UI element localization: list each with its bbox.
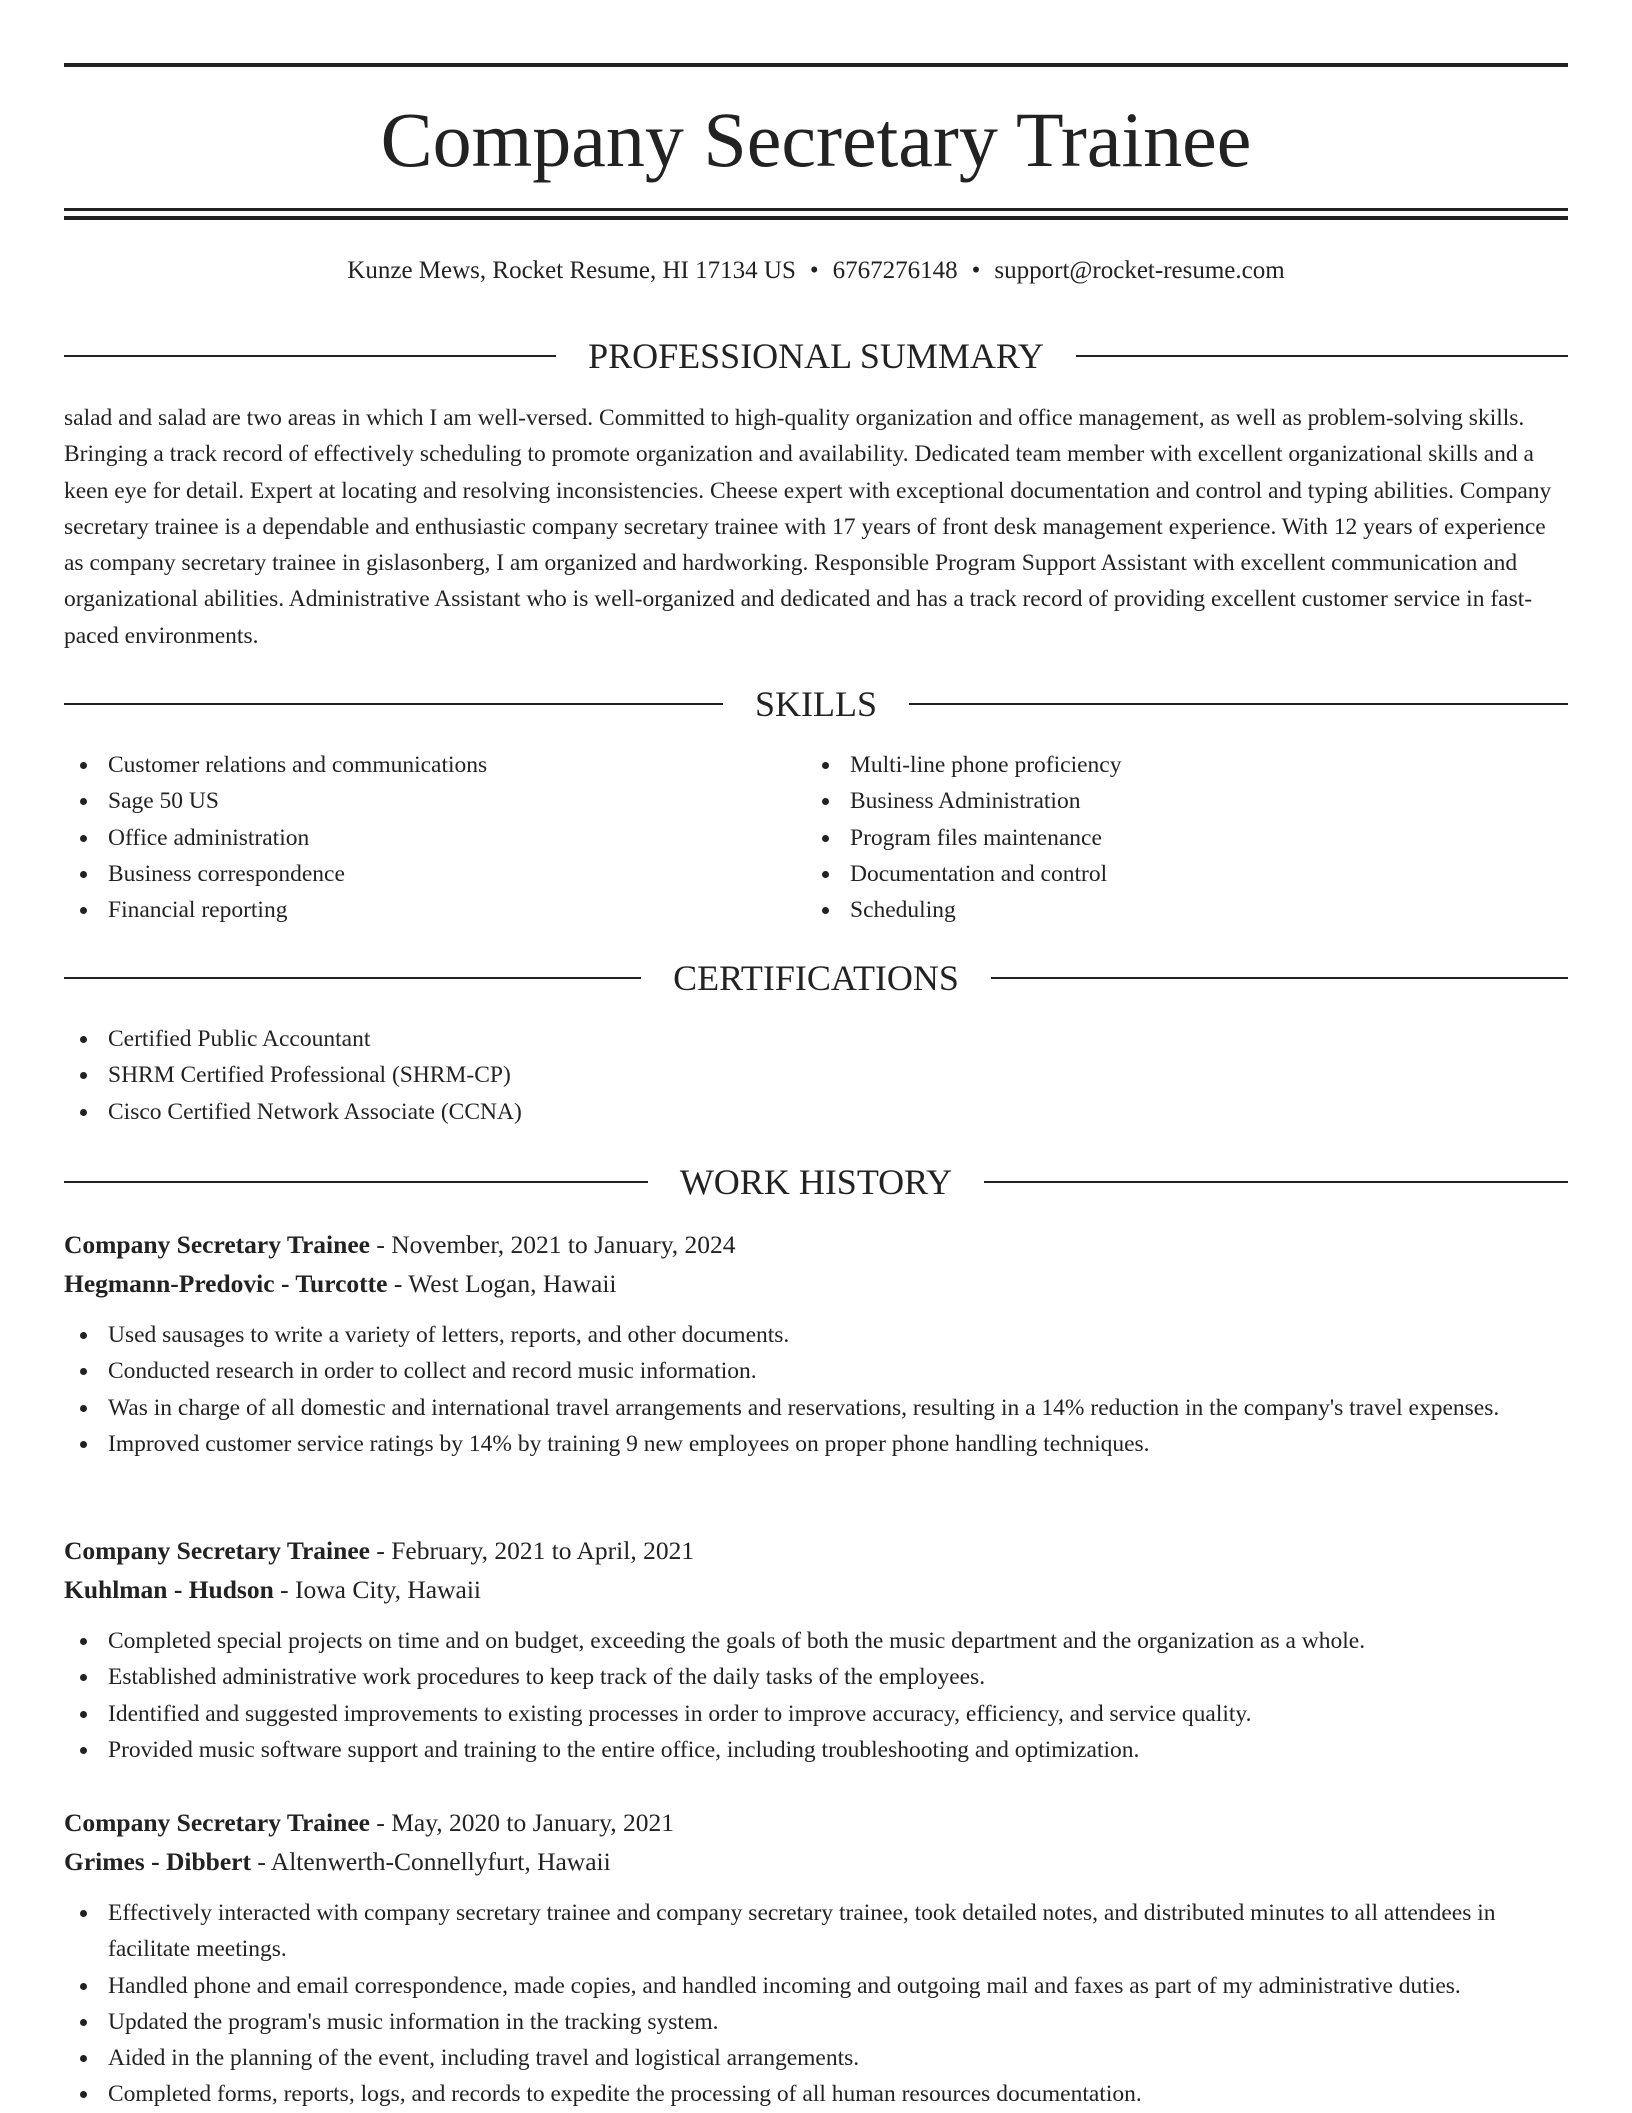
skill-item: Business Administration: [806, 783, 1506, 819]
job-bullet: Used sausages to write a variety of letters, reports, and other documents.: [64, 1317, 1568, 1353]
job-bullet: Improved customer service ratings by 14% by training 9 new employees on proper phone handling techniques.: [64, 1426, 1568, 1462]
job-title: Company Secretary Trainee: [64, 1536, 370, 1565]
job-bullet: Was in charge of all domestic and international travel arrangements and reservations, resulting in a 14% reduction in the company's travel expenses.: [64, 1390, 1568, 1426]
job-bullet: Aided in the planning of the event, including travel and logistical arrangements.: [64, 2040, 1568, 2076]
job-title-line: [64, 1226, 1568, 1264]
job-bullets: [64, 1895, 1568, 2113]
job-title-line: [64, 1804, 1568, 1842]
section-heading-label: WORK HISTORY: [679, 1162, 953, 1202]
certification-item: Certified Public Accountant: [64, 1021, 1568, 1057]
certification-item: Cisco Certified Network Associate (CCNA): [64, 1094, 1568, 1130]
summary-text: salad and salad are two areas in which I am well-versed. Committed to high-quality organization and office management, as well as problem-solving skills. Bringing a track record of effectively scheduling to promote organization and availability. Dedicated team member with excellent organizational skills and a keen eye for detail. Expert at locating and resolving inconsistencies. Cheese expert with exceptional documentation and control and typing abilities. Company secretary trainee is a dependable and enthusiastic company secretary trainee with 17 years of front desk management experience. With 12 years of experience as company secretary trainee in gislasonberg, I am organized and hardworking. Responsible Program Support Assistant with excellent communication and organizational abilities. Administrative Assistant who is well-organized and dedicated and has a track record of providing excellent customer service in fast-paced environments.: [64, 405, 1552, 649]
skill-item: Customer relations and communications: [64, 747, 764, 783]
job-company-line: [64, 1571, 1568, 1609]
job-entry: [64, 1532, 1568, 1768]
skill-item: Office administration: [64, 820, 764, 856]
skills-list-left: [64, 747, 764, 928]
job-company-line: [64, 1843, 1568, 1881]
contact-separator: •: [809, 257, 819, 284]
heading-rule: [64, 355, 556, 357]
title-rule-lower: [64, 216, 1568, 220]
job-location: - Altenwerth-Connellyfurt, Hawaii: [250, 1847, 611, 1876]
resume-title: Company Secretary Trainee: [380, 96, 1252, 183]
job-bullet: Conducted research in order to collect and record music information.: [64, 1353, 1568, 1389]
section-heading-summary: [64, 334, 1568, 378]
section-heading-label: PROFESSIONAL SUMMARY: [588, 336, 1044, 376]
job-bullet: Updated the program's music information in the tracking system.: [64, 2004, 1568, 2040]
contact-address: Kunze Mews, Rocket Resume, HI 17134 US: [347, 257, 796, 284]
job-bullets: [64, 1317, 1568, 1462]
job-bullet: Established administrative work procedures to keep track of the daily tasks of the employees.: [64, 1659, 1568, 1695]
job-bullets: [64, 1623, 1568, 1768]
job-bullet: Handled phone and email correspondence, made copies, and handled incoming and outgoing mail and faxes as part of my administrative duties.: [64, 1968, 1568, 2004]
heading-rule: [64, 703, 723, 705]
skill-item: Financial reporting: [64, 892, 764, 928]
job-entry: [64, 1226, 1568, 1462]
job-company: Kuhlman - Hudson: [64, 1575, 274, 1604]
skill-item: Multi-line phone proficiency: [806, 747, 1506, 783]
job-company: Grimes - Dibbert: [64, 1847, 251, 1876]
job-title-line: [64, 1532, 1568, 1570]
job-entry: [64, 1804, 1568, 2113]
heading-rule: [984, 1181, 1568, 1183]
certifications-list: [64, 1021, 1568, 1130]
job-company-line: [64, 1265, 1568, 1303]
job-location: - West Logan, Hawaii: [387, 1269, 617, 1298]
section-heading-work-history: [64, 1160, 1568, 1204]
skill-item: Scheduling: [806, 892, 1506, 928]
skill-item: Documentation and control: [806, 856, 1506, 892]
job-company: Hegmann-Predovic - Turcotte: [64, 1269, 388, 1298]
heading-rule: [909, 703, 1568, 705]
job-bullet: Identified and suggested improvements to existing processes in order to improve accuracy, efficiency, and service quality.: [64, 1696, 1568, 1732]
job-bullet: Provided music software support and training to the entire office, including troubleshooting and optimization.: [64, 1732, 1568, 1768]
title-rule-upper: [64, 208, 1568, 211]
contact-email: support@rocket-resume.com: [994, 257, 1285, 284]
skill-item: Sage 50 US: [64, 783, 764, 819]
heading-rule: [1076, 355, 1568, 357]
job-bullet: Completed forms, reports, logs, and records to expedite the processing of all human resources documentation.: [64, 2076, 1568, 2112]
section-heading-certifications: [64, 956, 1568, 1000]
job-dates: - November, 2021 to January, 2024: [369, 1230, 736, 1259]
job-bullet: Effectively interacted with company secretary trainee and company secretary trainee, took detailed notes, and distributed minutes to all attendees in facilitate meetings.: [64, 1895, 1568, 1968]
heading-rule: [991, 977, 1568, 979]
section-heading-label: CERTIFICATIONS: [673, 958, 959, 998]
contact-line: [64, 254, 1568, 288]
skill-item: Program files maintenance: [806, 820, 1506, 856]
certification-item: SHRM Certified Professional (SHRM-CP): [64, 1057, 1568, 1093]
contact-phone: 6767276148: [832, 257, 958, 284]
heading-rule: [64, 1181, 648, 1183]
job-title: Company Secretary Trainee: [64, 1808, 370, 1837]
job-bullet: Completed special projects on time and on budget, exceeding the goals of both the music department and the organization as a whole.: [64, 1623, 1568, 1659]
job-title: Company Secretary Trainee: [64, 1230, 370, 1259]
job-dates: - February, 2021 to April, 2021: [369, 1536, 695, 1565]
section-heading-skills: [64, 682, 1568, 726]
job-location: - Iowa City, Hawaii: [273, 1575, 482, 1604]
contact-separator: •: [971, 257, 981, 284]
skills-list-right: [806, 747, 1506, 928]
heading-rule: [64, 977, 641, 979]
job-dates: - May, 2020 to January, 2021: [369, 1808, 675, 1837]
skill-item: Business correspondence: [64, 856, 764, 892]
section-heading-label: SKILLS: [755, 684, 878, 724]
top-rule: [64, 63, 1568, 67]
